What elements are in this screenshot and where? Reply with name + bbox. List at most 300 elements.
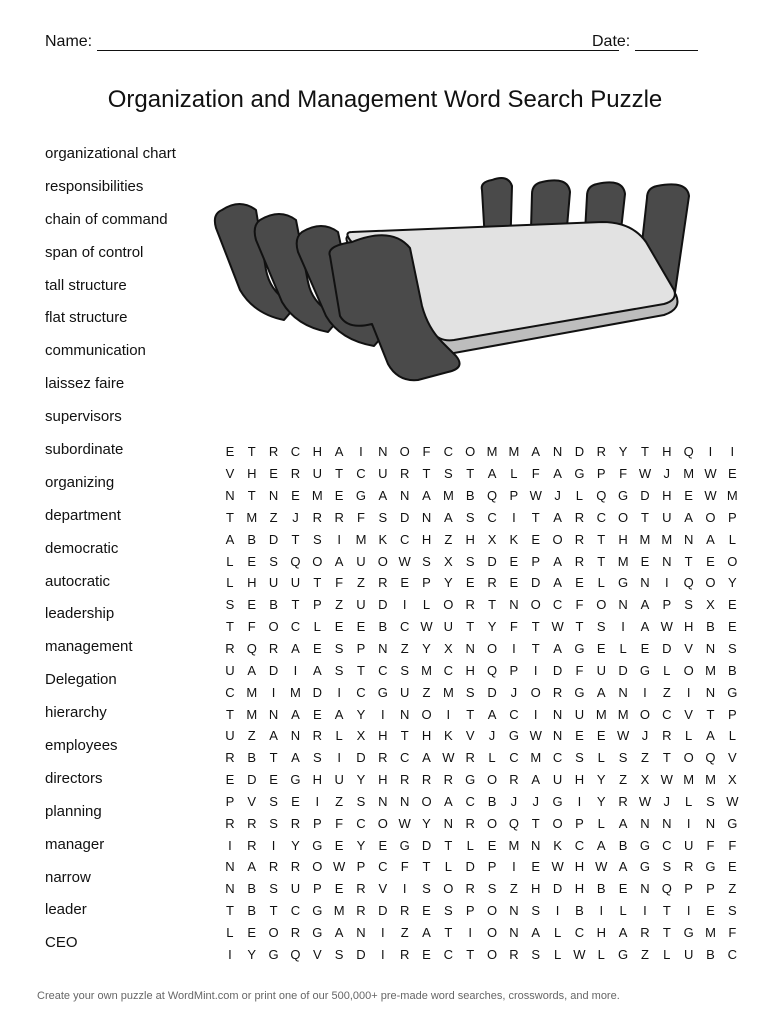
grid-cell[interactable]: H — [683, 619, 694, 635]
grid-cell[interactable]: L — [444, 859, 452, 875]
grid-cell[interactable]: A — [334, 706, 344, 722]
grid-cell[interactable]: F — [400, 859, 409, 875]
grid-cell[interactable]: U — [662, 509, 672, 525]
grid-cell[interactable]: N — [531, 837, 541, 853]
grid-cell[interactable]: C — [356, 466, 366, 482]
grid-cell[interactable]: W — [333, 859, 346, 875]
grid-cell[interactable]: I — [686, 903, 691, 919]
grid-cell[interactable]: F — [728, 837, 737, 853]
grid-cell[interactable]: A — [596, 684, 606, 700]
grid-cell[interactable]: B — [247, 531, 257, 547]
grid-cell[interactable]: K — [444, 728, 453, 744]
grid-cell[interactable]: M — [311, 488, 323, 504]
grid-cell[interactable]: I — [643, 684, 647, 700]
grid-cell[interactable]: L — [728, 728, 736, 744]
grid-cell[interactable]: A — [247, 662, 257, 678]
grid-cell[interactable]: U — [225, 728, 235, 744]
grid-cell[interactable]: C — [574, 924, 585, 940]
grid-cell[interactable]: E — [312, 641, 322, 657]
grid-cell[interactable]: C — [662, 706, 672, 722]
grid-cell[interactable]: E — [531, 859, 541, 875]
grid-cell[interactable]: T — [706, 706, 715, 722]
grid-cell[interactable]: F — [575, 662, 584, 678]
grid-cell[interactable]: D — [640, 488, 650, 504]
grid-cell[interactable]: F — [531, 466, 540, 482]
grid-cell[interactable]: N — [705, 815, 716, 831]
grid-cell[interactable]: N — [705, 641, 716, 657]
grid-cell[interactable]: C — [574, 837, 585, 853]
grid-cell[interactable]: F — [619, 466, 628, 482]
grid-cell[interactable]: O — [530, 597, 541, 613]
grid-cell[interactable]: G — [312, 837, 323, 853]
grid-cell[interactable]: R — [640, 924, 650, 940]
grid-cell[interactable]: H — [378, 772, 388, 788]
grid-cell[interactable]: R — [465, 750, 475, 766]
grid-cell[interactable]: R — [509, 946, 519, 962]
grid-cell[interactable]: A — [312, 662, 322, 678]
grid-cell[interactable]: A — [553, 553, 562, 569]
grid-cell[interactable]: M — [246, 684, 258, 700]
grid-cell[interactable]: X — [727, 772, 737, 788]
grid-cell[interactable]: D — [465, 859, 475, 875]
date-field[interactable] — [635, 50, 698, 51]
grid-cell[interactable]: I — [446, 706, 451, 722]
grid-cell[interactable]: J — [641, 728, 649, 744]
grid-cell[interactable]: J — [663, 466, 671, 482]
grid-cell[interactable]: R — [378, 575, 388, 591]
grid-cell[interactable]: Z — [335, 597, 344, 613]
grid-cell[interactable]: S — [706, 793, 715, 809]
grid-cell[interactable]: L — [575, 488, 584, 504]
grid-cell[interactable]: L — [597, 575, 605, 591]
grid-cell[interactable]: J — [510, 684, 518, 700]
grid-cell[interactable]: Q — [486, 488, 498, 504]
grid-cell[interactable]: O — [486, 946, 498, 962]
grid-cell[interactable]: P — [356, 641, 366, 657]
grid-cell[interactable]: T — [531, 815, 540, 831]
grid-cell[interactable]: G — [312, 903, 323, 919]
grid-cell[interactable]: E — [575, 728, 584, 744]
grid-cell[interactable]: P — [465, 903, 475, 919]
grid-cell[interactable]: W — [638, 466, 652, 482]
grid-cell[interactable]: D — [421, 837, 432, 853]
grid-cell[interactable]: N — [509, 924, 519, 940]
grid-cell[interactable]: V — [684, 706, 693, 722]
grid-cell[interactable]: R — [268, 859, 279, 875]
grid-cell[interactable]: N — [640, 881, 650, 897]
grid-cell[interactable]: M — [661, 531, 673, 547]
grid-cell[interactable]: Z — [662, 684, 671, 700]
grid-cell[interactable]: M — [355, 531, 367, 547]
grid-cell[interactable]: E — [618, 881, 628, 897]
grid-cell[interactable]: R — [596, 444, 606, 460]
grid-cell[interactable]: F — [335, 575, 344, 591]
grid-cell[interactable]: E — [269, 772, 278, 788]
grid-cell[interactable]: E — [225, 444, 235, 460]
grid-cell[interactable]: V — [465, 728, 475, 744]
grid-cell[interactable]: E — [706, 903, 715, 919]
grid-cell[interactable]: N — [640, 575, 650, 591]
grid-cell[interactable]: Y — [727, 575, 737, 591]
grid-cell[interactable]: Y — [618, 444, 628, 460]
grid-cell[interactable]: I — [228, 946, 232, 962]
grid-cell[interactable]: O — [421, 706, 432, 722]
grid-cell[interactable]: E — [465, 575, 475, 591]
grid-cell[interactable]: B — [706, 946, 715, 962]
grid-cell[interactable]: Z — [269, 509, 278, 525]
grid-cell[interactable]: L — [510, 466, 518, 482]
grid-cell[interactable]: H — [378, 728, 388, 744]
grid-cell[interactable]: W — [398, 815, 411, 831]
grid-cell[interactable]: C — [399, 750, 410, 766]
grid-cell[interactable]: U — [312, 466, 322, 482]
grid-cell[interactable]: G — [683, 924, 694, 940]
grid-cell[interactable]: I — [228, 837, 232, 853]
grid-cell[interactable]: S — [727, 641, 737, 657]
grid-cell[interactable]: E — [422, 946, 431, 962]
grid-cell[interactable]: P — [727, 706, 737, 722]
grid-cell[interactable]: R — [356, 881, 366, 897]
grid-cell[interactable]: A — [269, 728, 278, 744]
grid-cell[interactable]: O — [312, 859, 323, 875]
grid-cell[interactable]: I — [708, 444, 713, 460]
grid-cell[interactable]: N — [509, 597, 519, 613]
grid-cell[interactable]: P — [509, 662, 519, 678]
grid-cell[interactable]: Q — [290, 946, 301, 962]
grid-cell[interactable]: R — [399, 946, 410, 962]
grid-cell[interactable]: I — [664, 575, 669, 591]
grid-cell[interactable]: S — [334, 946, 344, 962]
grid-cell[interactable]: R — [247, 837, 257, 853]
grid-cell[interactable]: S — [269, 793, 278, 809]
grid-cell[interactable]: O — [596, 597, 607, 613]
grid-cell[interactable]: Q — [705, 750, 716, 766]
grid-cell[interactable]: L — [685, 793, 693, 809]
grid-cell[interactable]: R — [290, 815, 301, 831]
grid-cell[interactable]: W — [660, 772, 673, 788]
grid-cell[interactable]: P — [509, 488, 519, 504]
word-search-grid[interactable] — [219, 441, 743, 965]
grid-cell[interactable]: G — [312, 924, 323, 940]
grid-cell[interactable]: A — [531, 444, 541, 460]
grid-cell[interactable]: T — [313, 575, 322, 591]
grid-cell[interactable]: O — [530, 684, 541, 700]
grid-cell[interactable]: Z — [444, 531, 453, 547]
grid-cell[interactable]: S — [465, 553, 475, 569]
grid-cell[interactable]: M — [705, 772, 716, 788]
grid-cell[interactable]: P — [422, 575, 431, 591]
grid-cell[interactable]: O — [268, 924, 279, 940]
grid-cell[interactable]: A — [291, 641, 300, 657]
grid-cell[interactable]: C — [399, 619, 410, 635]
grid-cell[interactable]: I — [730, 444, 735, 460]
grid-cell[interactable]: B — [247, 750, 257, 766]
grid-cell[interactable]: R — [465, 881, 475, 897]
grid-cell[interactable]: S — [312, 750, 322, 766]
grid-cell[interactable]: F — [422, 444, 431, 460]
grid-cell[interactable]: A — [422, 488, 431, 504]
grid-cell[interactable]: A — [334, 444, 344, 460]
grid-cell[interactable]: R — [268, 444, 279, 460]
grid-cell[interactable]: Q — [486, 662, 498, 678]
grid-cell[interactable]: M — [595, 706, 607, 722]
grid-cell[interactable]: S — [531, 946, 541, 962]
grid-cell[interactable]: V — [378, 881, 388, 897]
grid-cell[interactable]: P — [487, 859, 497, 875]
grid-cell[interactable]: T — [531, 619, 540, 635]
grid-cell[interactable]: G — [574, 466, 585, 482]
grid-cell[interactable]: I — [533, 706, 538, 722]
grid-cell[interactable]: E — [269, 466, 278, 482]
grid-cell[interactable]: I — [381, 946, 385, 962]
grid-cell[interactable]: G — [377, 684, 388, 700]
grid-cell[interactable]: F — [575, 597, 584, 613]
grid-cell[interactable]: W — [660, 619, 673, 635]
grid-cell[interactable]: I — [643, 903, 647, 919]
grid-cell[interactable]: H — [531, 881, 541, 897]
grid-cell[interactable]: R — [662, 728, 672, 744]
grid-cell[interactable]: Z — [400, 641, 409, 657]
grid-cell[interactable]: R — [465, 815, 475, 831]
grid-cell[interactable]: H — [618, 531, 628, 547]
grid-cell[interactable]: Z — [335, 793, 344, 809]
grid-cell[interactable]: F — [357, 509, 365, 525]
grid-cell[interactable]: V — [225, 466, 235, 482]
grid-cell[interactable]: Y — [247, 946, 257, 962]
grid-cell[interactable]: A — [553, 509, 562, 525]
grid-cell[interactable]: H — [421, 728, 432, 744]
grid-cell[interactable]: W — [529, 728, 542, 744]
grid-cell[interactable]: G — [727, 684, 738, 700]
grid-cell[interactable]: U — [378, 466, 388, 482]
grid-cell[interactable]: D — [378, 597, 388, 613]
grid-cell[interactable]: A — [531, 772, 541, 788]
grid-cell[interactable]: L — [619, 903, 627, 919]
grid-cell[interactable]: N — [509, 903, 519, 919]
grid-cell[interactable]: U — [290, 575, 301, 591]
grid-cell[interactable]: A — [596, 837, 606, 853]
grid-cell[interactable]: U — [290, 881, 301, 897]
grid-cell[interactable]: G — [618, 488, 629, 504]
grid-cell[interactable]: H — [662, 488, 672, 504]
grid-cell[interactable]: R — [378, 750, 388, 766]
grid-cell[interactable]: O — [486, 903, 498, 919]
grid-cell[interactable]: N — [399, 793, 410, 809]
grid-cell[interactable]: M — [333, 903, 345, 919]
grid-cell[interactable]: E — [400, 575, 409, 591]
grid-cell[interactable]: M — [246, 706, 258, 722]
grid-cell[interactable]: C — [443, 444, 454, 460]
grid-cell[interactable]: O — [399, 444, 410, 460]
grid-cell[interactable]: O — [552, 531, 563, 547]
grid-cell[interactable]: D — [531, 575, 541, 591]
grid-cell[interactable]: S — [487, 881, 497, 897]
grid-cell[interactable]: E — [596, 728, 606, 744]
grid-cell[interactable]: E — [509, 553, 519, 569]
grid-cell[interactable]: O — [443, 597, 454, 613]
grid-cell[interactable]: A — [706, 728, 715, 744]
grid-cell[interactable]: B — [247, 881, 257, 897]
grid-cell[interactable]: R — [443, 772, 454, 788]
grid-cell[interactable]: T — [488, 597, 497, 613]
grid-cell[interactable]: F — [728, 924, 737, 940]
grid-cell[interactable]: I — [512, 859, 516, 875]
grid-cell[interactable]: L — [488, 750, 496, 766]
grid-cell[interactable]: E — [291, 488, 300, 504]
grid-cell[interactable]: A — [553, 466, 562, 482]
grid-cell[interactable]: T — [247, 444, 256, 460]
grid-cell[interactable]: O — [683, 662, 694, 678]
grid-cell[interactable]: X — [706, 597, 715, 613]
grid-cell[interactable]: N — [705, 684, 716, 700]
grid-cell[interactable]: S — [575, 750, 584, 766]
grid-cell[interactable]: R — [399, 903, 410, 919]
grid-cell[interactable]: R — [356, 903, 366, 919]
grid-cell[interactable]: E — [334, 488, 344, 504]
grid-cell[interactable]: M — [726, 488, 738, 504]
grid-cell[interactable]: C — [443, 946, 454, 962]
grid-cell[interactable]: E — [706, 553, 715, 569]
grid-cell[interactable]: O — [639, 706, 651, 722]
grid-cell[interactable]: T — [422, 859, 431, 875]
grid-cell[interactable]: M — [421, 662, 432, 678]
grid-cell[interactable]: E — [291, 793, 300, 809]
grid-cell[interactable]: A — [487, 706, 497, 722]
grid-cell[interactable]: T — [225, 706, 234, 722]
grid-cell[interactable]: U — [334, 772, 344, 788]
grid-cell[interactable]: H — [312, 772, 322, 788]
grid-cell[interactable]: U — [399, 684, 410, 700]
grid-cell[interactable]: L — [663, 946, 671, 962]
grid-cell[interactable]: R — [290, 859, 301, 875]
grid-cell[interactable]: D — [312, 684, 322, 700]
grid-cell[interactable]: R — [290, 924, 301, 940]
grid-cell[interactable]: Q — [661, 881, 672, 897]
grid-cell[interactable]: P — [575, 815, 584, 831]
grid-cell[interactable]: R — [399, 466, 410, 482]
grid-cell[interactable]: G — [508, 728, 519, 744]
grid-cell[interactable]: A — [684, 509, 693, 525]
grid-cell[interactable]: M — [508, 444, 520, 460]
grid-cell[interactable]: C — [552, 597, 563, 613]
grid-cell[interactable]: T — [247, 488, 256, 504]
grid-cell[interactable]: O — [465, 444, 476, 460]
grid-cell[interactable]: I — [621, 619, 625, 635]
grid-cell[interactable]: E — [596, 641, 606, 657]
grid-cell[interactable]: N — [552, 728, 563, 744]
grid-cell[interactable]: W — [398, 553, 411, 569]
grid-cell[interactable]: I — [512, 641, 516, 657]
grid-cell[interactable]: C — [356, 815, 366, 831]
grid-cell[interactable]: T — [597, 553, 606, 569]
grid-cell[interactable]: F — [335, 815, 344, 831]
grid-cell[interactable]: B — [269, 597, 278, 613]
grid-cell[interactable]: Z — [247, 728, 256, 744]
grid-cell[interactable]: R — [225, 641, 235, 657]
grid-cell[interactable]: U — [443, 619, 454, 635]
grid-cell[interactable]: D — [399, 509, 410, 525]
grid-cell[interactable]: A — [640, 619, 650, 635]
grid-cell[interactable]: S — [356, 793, 366, 809]
grid-cell[interactable]: T — [466, 946, 475, 962]
grid-cell[interactable]: O — [486, 772, 498, 788]
grid-cell[interactable]: T — [269, 903, 278, 919]
grid-cell[interactable]: S — [422, 553, 431, 569]
grid-cell[interactable]: R — [247, 815, 257, 831]
grid-cell[interactable]: Z — [422, 684, 431, 700]
grid-cell[interactable]: P — [531, 553, 541, 569]
grid-cell[interactable]: P — [662, 597, 672, 613]
grid-cell[interactable]: S — [444, 466, 453, 482]
grid-cell[interactable]: I — [337, 531, 341, 547]
grid-cell[interactable]: E — [422, 903, 431, 919]
grid-cell[interactable]: Q — [508, 815, 519, 831]
grid-cell[interactable]: O — [486, 815, 498, 831]
grid-cell[interactable]: Q — [596, 488, 607, 504]
grid-cell[interactable]: Z — [400, 924, 409, 940]
grid-cell[interactable]: C — [727, 946, 738, 962]
grid-cell[interactable]: R — [552, 684, 563, 700]
grid-cell[interactable]: M — [442, 684, 454, 700]
grid-cell[interactable]: E — [378, 837, 388, 853]
grid-cell[interactable]: I — [599, 903, 604, 919]
grid-cell[interactable]: D — [378, 903, 388, 919]
grid-cell[interactable]: E — [727, 466, 737, 482]
grid-cell[interactable]: Y — [596, 793, 606, 809]
grid-cell[interactable]: C — [378, 859, 388, 875]
grid-cell[interactable]: I — [402, 597, 407, 613]
grid-cell[interactable]: B — [378, 619, 388, 635]
grid-cell[interactable]: Z — [357, 575, 365, 591]
grid-cell[interactable]: E — [727, 597, 737, 613]
grid-cell[interactable]: N — [618, 684, 628, 700]
grid-cell[interactable]: H — [421, 531, 432, 547]
grid-cell[interactable]: R — [312, 728, 322, 744]
grid-cell[interactable]: D — [356, 946, 366, 962]
grid-cell[interactable]: T — [466, 466, 475, 482]
grid-cell[interactable]: G — [639, 837, 651, 853]
grid-cell[interactable]: M — [705, 662, 716, 678]
grid-cell[interactable]: E — [727, 859, 737, 875]
grid-cell[interactable]: C — [465, 793, 475, 809]
grid-cell[interactable]: X — [487, 531, 497, 547]
grid-cell[interactable]: A — [378, 488, 388, 504]
grid-cell[interactable]: Y — [291, 837, 300, 853]
grid-cell[interactable]: N — [662, 553, 672, 569]
name-field[interactable] — [97, 50, 619, 51]
grid-cell[interactable]: E — [247, 924, 257, 940]
grid-cell[interactable]: B — [618, 837, 628, 853]
grid-cell[interactable]: C — [290, 903, 301, 919]
grid-cell[interactable]: A — [553, 575, 562, 591]
grid-cell[interactable]: Y — [422, 641, 431, 657]
grid-cell[interactable]: W — [726, 793, 739, 809]
grid-cell[interactable]: N — [225, 859, 235, 875]
grid-cell[interactable]: N — [356, 924, 366, 940]
grid-cell[interactable]: G — [268, 946, 279, 962]
grid-cell[interactable]: O — [552, 815, 563, 831]
grid-cell[interactable]: Z — [509, 881, 518, 897]
grid-cell[interactable]: X — [444, 553, 453, 569]
grid-cell[interactable]: N — [399, 488, 410, 504]
grid-cell[interactable]: G — [618, 575, 629, 591]
grid-cell[interactable]: H — [574, 772, 585, 788]
grid-cell[interactable]: F — [706, 837, 715, 853]
grid-cell[interactable]: E — [575, 575, 584, 591]
grid-cell[interactable]: F — [247, 619, 256, 635]
grid-cell[interactable]: D — [268, 531, 279, 547]
grid-cell[interactable]: Y — [422, 815, 431, 831]
